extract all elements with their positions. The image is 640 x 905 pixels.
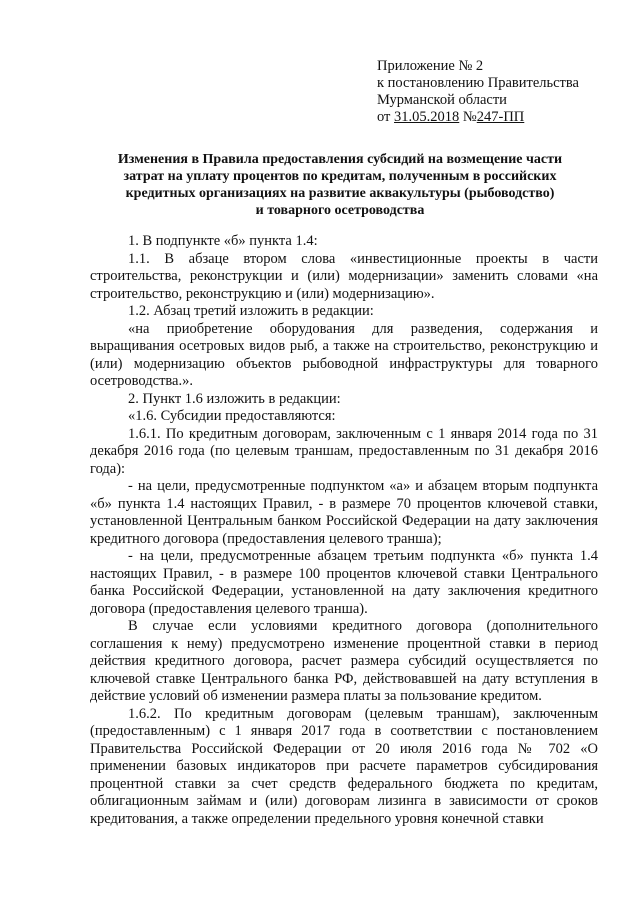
attachment-number: 247-ПП	[476, 109, 525, 125]
paragraph-2: 2. Пункт 1.6 изложить в редакции:	[128, 390, 341, 407]
paragraph-1-6-2: 1.6.2. По кредитным договорам (целевым траншам), заключенным (предоставленным) с 1 января 2017 года в соответствии с постановлением Правительства Российской Федерации от 20 июля 2016 года № 702 «О применении базовых индикаторов при расчете параметров субсидирования процентной ставки за счет средств федерального бюджета по кредитам, облигационным займам и (или) договорам лизинга в зависимости от сроков кредитования, а также определении предельного уровня конечной ставки	[90, 705, 598, 827]
title-line-4: и товарного осетроводства	[255, 203, 425, 218]
attachment-header	[377, 58, 579, 126]
document-body	[90, 233, 598, 828]
attachment-from-label: от	[377, 109, 391, 125]
paragraph-item-100-percent: - на цели, предусмотренные абзацем третьим подпункта «б» пункта 1.4 настоящих Правил, - в размере 100 процентов ключевой ставки Центрального банка Российской Федерации, установленной на дату заключения кредитного договора (предоставления целевого транша).	[90, 548, 598, 617]
attachment-line-2: к постановлению Правительства	[377, 75, 579, 91]
document-title	[80, 151, 600, 219]
paragraph-1-6-1: 1.6.1. По кредитным договорам, заключенным с 1 января 2014 года по 31 декабря 2016 года (по целевым траншам, предоставленным по 31 декабря 2016 года):	[90, 425, 598, 477]
title-line-3: кредитных организациях на развитие аквакультуры (рыбоводство)	[125, 186, 555, 201]
paragraph-1-6: «1.6. Субсидии предоставляются:	[128, 408, 336, 424]
paragraph-1-1: 1.1. В абзаце втором слова «инвестиционные проекты в части строительства, реконструкции и (или) модернизации» заменить словами «на строительство, реконструкцию и (или) модернизацию».	[90, 250, 598, 302]
attachment-date: 31.05.2018	[394, 109, 460, 125]
paragraph-rate-change: В случае если условиями кредитного договора (дополнительного соглашения к нему) предусмотрено изменение процентной ставки в период действия кредитного договора, расчет размера субсидий осуществляется по ключевой ставке Центрального банка РФ, действовавшей на дату вступления в действие условий об изменении размера платы за пользование кредитом.	[90, 618, 598, 704]
attachment-line-1: Приложение № 2	[377, 58, 484, 74]
attachment-line-3: Мурманской области	[377, 92, 507, 108]
title-line-2: затрат на уплату процентов по кредитам, полученным в российских	[123, 169, 557, 184]
paragraph-quote-purpose: «на приобретение оборудования для разведения, содержания и выращивания осетровых видов рыб, а также на строительство, реконструкцию и (или) модернизацию объектов рыбоводной инфраструктуры для товарного осетроводства.».	[90, 320, 598, 389]
attachment-number-sign: №	[462, 109, 477, 125]
attachment-date-line	[377, 109, 579, 126]
title-line-1: Изменения в Правила предоставления субсидий на возмещение части	[117, 152, 563, 167]
paragraph-item-70-percent: - на цели, предусмотренные подпунктом «а» и абзацем вторым подпункта «б» пункта 1.4 настоящих Правил, - в размере 70 процентов ключевой ставки, установленной Центральным банком Российской Федерации на дату заключения кредитного договора (предоставления целевого транша);	[90, 478, 598, 547]
paragraph-1-2: 1.2. Абзац третий изложить в редакции:	[128, 303, 374, 319]
paragraph-1: 1. В подпункте «б» пункта 1.4:	[128, 233, 318, 249]
